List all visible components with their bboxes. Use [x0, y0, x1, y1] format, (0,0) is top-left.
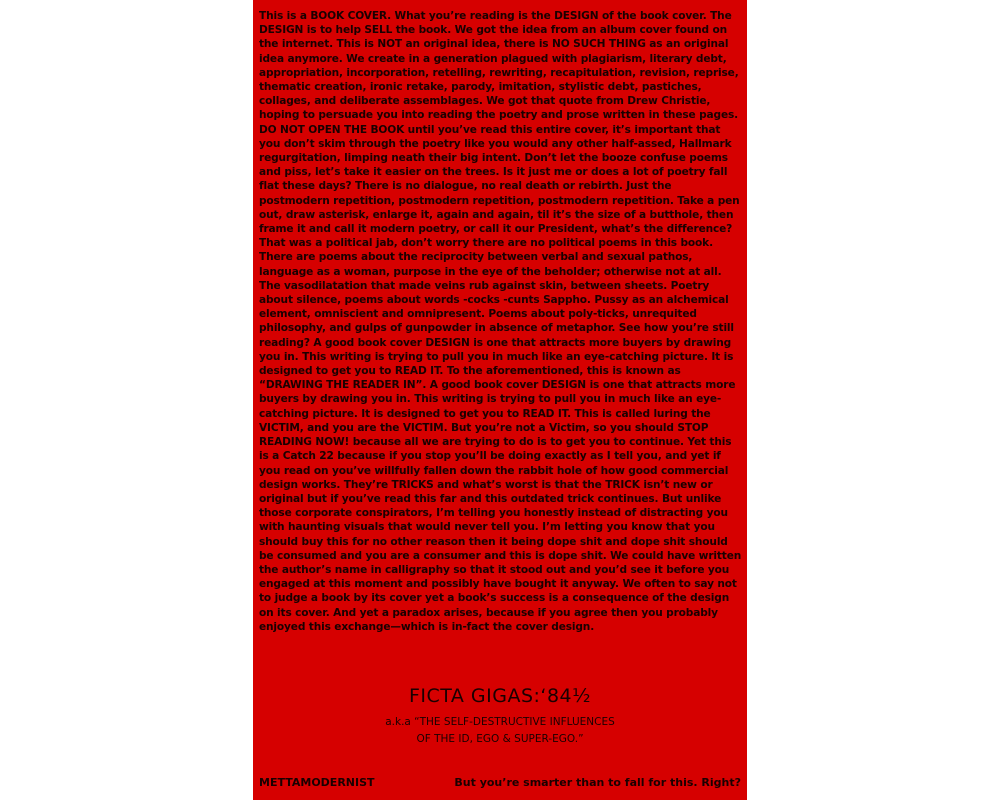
subtitle-line-1: a.k.a “THE SELF-DESTRUCTIVE INFLUENCES [385, 716, 615, 728]
subtitle-line-2: OF THE ID, EGO & SUPER-EGO.” [416, 733, 584, 745]
cover-body-text: This is a BOOK COVER. What you’re reading is the DESIGN of the book cover. The DESIGN is to help SELL the book. We got the idea from an album cover found on the internet. This is NOT an original idea, there is NO SUCH THING as an original idea anymore. We create in a generation plagued with plagiarism, literary debt, appropriation, incorporation, retelling, rewriting, recapitulation, revision, reprise, thematic creation, ironic retake, parody, imitation, stylistic debt, pastiches, collages, and deliberate assemblages. We got that quote from Drew Christie, hoping to persuade you into reading the poetry and prose written in these pages. DO NOT OPEN THE BOOK until you’ve read this entire cover, it’s important that you don’t skim through the poetry like you would any other half-assed, Hallmark regurgitation, limping neath their big intent. Don’t let the booze confuse poems and piss, let’s take it easier on the trees. Is it just me or does a lot of poetry fall flat these days? There is no dialogue, no real death or rebirth. Just the postmodern repetition, postmodern repetition, postmodern repetition. Take a pen out, draw asterisk, enlarge it, again and again, til it’s the size of a butthole, then frame it and call it modern poetry, or call it our President, what’s the difference? That was a political jab, don’t worry there are no political poems in this book. There are poems about the reciprocity between verbal and sexual pathos, language as a woman, purpose in the eye of the beholder; otherwise not at all. The vasodilatation that made veins rub against skin, between sheets. Poetry about silence, poems about words -cocks -cunts Sappho. Pussy as an alchemical element, omniscient and omnipresent. Poems about poly-ticks, unrequited philosophy, and gulps of gunpowder in absence of metaphor. See how you’re still reading? A good book cover DESIGN is one that attracts more buyers by drawing you in. This writing is trying to pull you in much like an eye-catching picture. It is designed to get you to READ IT. To the aforementioned, this is known as “DRAWING THE READER IN”. A good book cover DESIGN is one that attracts more buyers by drawing you in. This writing is trying to pull you in much like an eye-catching picture. It is designed to get you to READ IT. This is called luring the VICTIM, and you are the VICTIM. But you’re not a Victim, so you should STOP READING NOW! because all we are trying to do is to get you to continue. Yet this is a Catch 22 because if you stop you’ll be doing exactly as I tell you, and yet if you read on you’ve willfully fallen down the rabbit hole of how good commercial design works. They’re TRICKS and what’s worst is that the TRICK isn’t new or original but if you’ve read this far and this outdated trick continues. But unlike those corporate conspirators, I’m telling you honestly instead of distracting you with haunting visuals that would never tell you. I’m letting you know that you should buy this for no other reason then it being dope shit and dope shit should be consumed and you are a consumer and this is dope shit. We could have written the author’s name in calligraphy so that it stood out and you’d see it before you engaged at this moment and possibly have bought it anyway. We often to say not to judge a book by its cover yet a book’s success is a consequence of the design on its cover. And yet a paradox arises, because if you agree then you probably enjoyed this exchange—which is in-fact the cover design. [259, 10, 742, 633]
author-name: METTAMODERNIST [259, 776, 375, 789]
cover-tagline: But you’re smarter than to fall for this. Right? [454, 776, 741, 789]
book-cover [253, 0, 747, 800]
book-subtitle [253, 714, 747, 748]
book-title: FICTA GIGAS:‘84½ [408, 685, 592, 707]
